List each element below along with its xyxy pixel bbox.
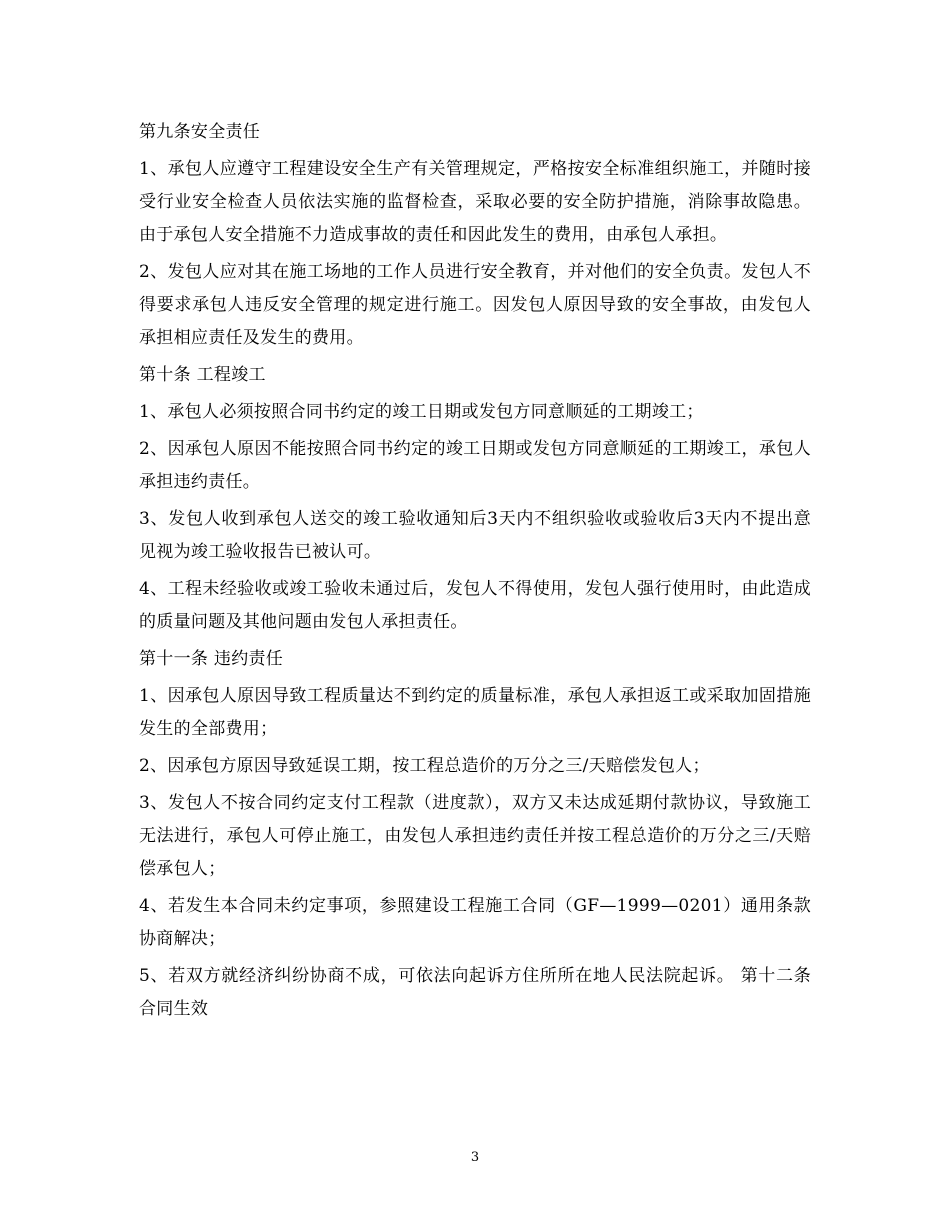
paragraph: 2、因承包方原因导致延误工期，按工程总造价的万分之三/天赔偿发包人； [139, 756, 710, 776]
paragraph: 2、因承包人原因不能按照合同书约定的竣工日期或发包方同意顺延的工期竣工，承包人承担违约责任。 [139, 439, 811, 492]
paragraph: 4、工程未经验收或竣工验收未通过后，发包人不得使用，发包人强行使用时，由此造成的质量问题及其他问题由发包人承担责任。 [139, 579, 811, 632]
paragraph: 1、因承包人原因导致工程质量达不到约定的质量标准，承包人承担返工或采取加固措施发生的全部费用； [139, 686, 811, 739]
paragraph: 3、发包人不按合同约定支付工程款（进度款），双方又未达成延期付款协议，导致施工无法进行，承包人可停止施工，由发包人承担违约责任并按工程总造价的万分之三/天赔偿承包人； [139, 793, 811, 879]
page-number: 3 [470, 1150, 480, 1165]
section-heading-10: 第十条 工程竣工 [139, 365, 266, 385]
section-heading-9: 第九条安全责任 [139, 122, 261, 142]
section-heading-11: 第十一条 违约责任 [139, 649, 284, 669]
paragraph: 3、发包人收到承包人送交的竣工验收通知后3天内不组织验收或验收后3天内不提出意见视为竣工验收报告已被认可。 [139, 509, 811, 562]
paragraph: 1、承包人应遵守工程建设安全生产有关管理规定，严格按安全标准组织施工，并随时接受行业安全检查人员依法实施的监督检查，采取必要的安全防护措施，消除事故隐患。由于承包人安全措施不力造成事故的责任和因此发生的费用，由承包人承担。 [139, 159, 811, 245]
paragraph: 2、发包人应对其在施工场地的工作人员进行安全教育，并对他们的安全负责。发包人不得要求承包人违反安全管理的规定进行施工。因发包人原因导致的安全事故，由发包人承担相应责任及发生的费用。 [139, 262, 811, 348]
paragraph: 5、若双方就经济纠纷协商不成，可依法向起诉方住所所在地人民法院起诉。 第十二条 合同生效 [139, 966, 811, 1019]
paragraph: 1、承包人必须按照合同书约定的竣工日期或发包方同意顺延的工期竣工； [139, 402, 704, 422]
document-body [139, 116, 811, 1030]
paragraph: 4、若发生本合同未约定事项，参照建设工程施工合同（GF—1999—0201）通用条款协商解决； [139, 896, 811, 949]
